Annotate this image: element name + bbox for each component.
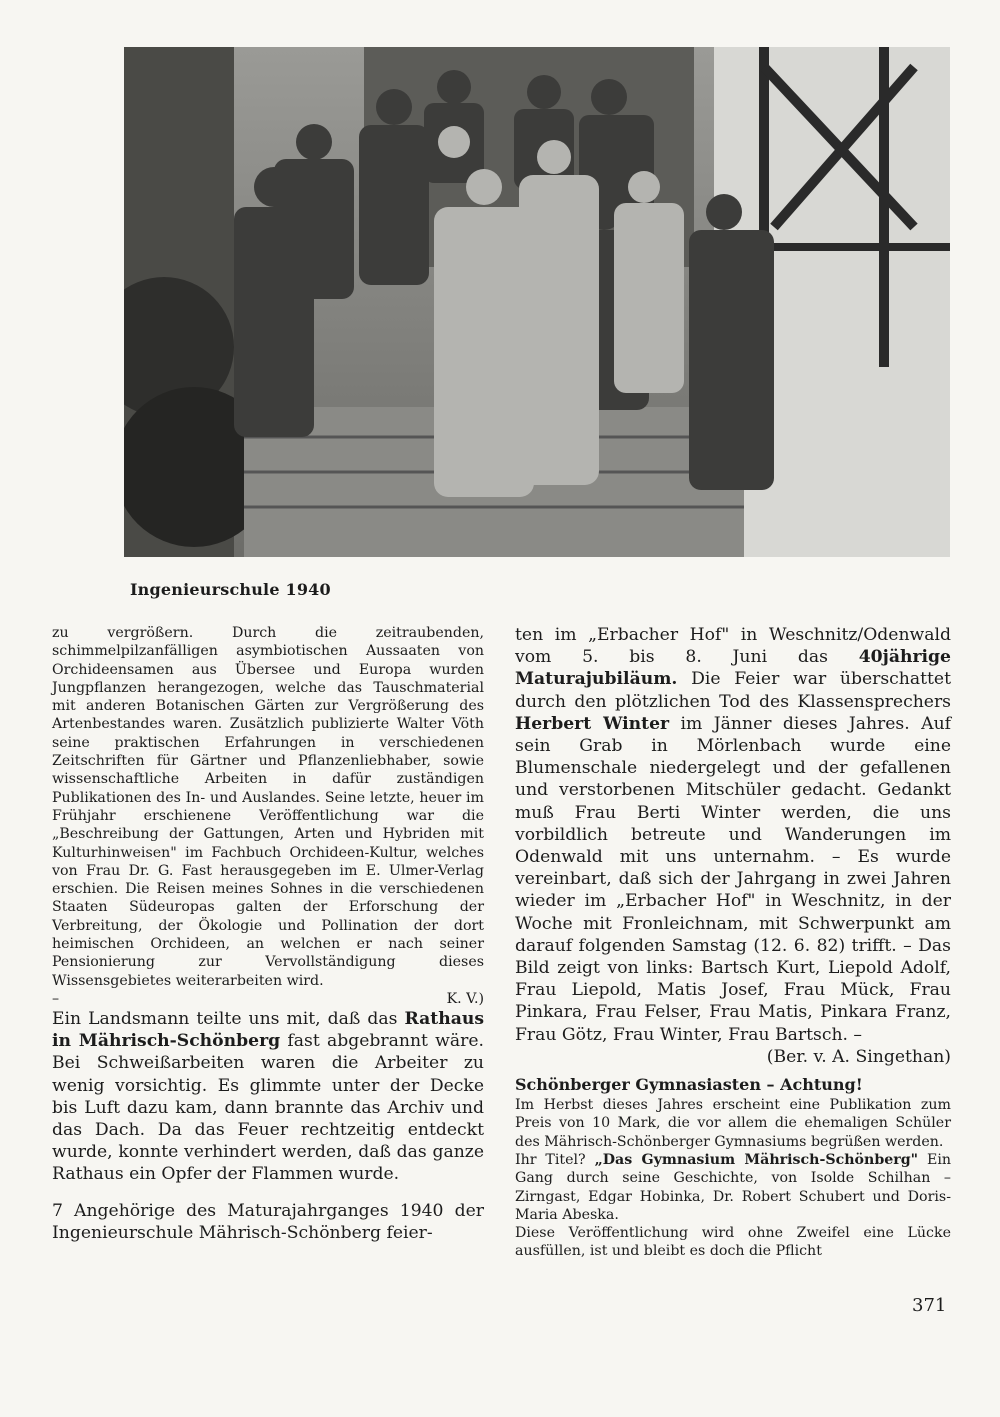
- left-column: [52, 624, 484, 1244]
- matura-text-bold-name: Herbert Winter: [515, 713, 670, 734]
- matura-text-c: Die Feier war überschattet durch den plötzlichen Tod des Klassensprechers: [515, 669, 951, 712]
- matura-text-bold-jubilee: 40jährige Maturajubiläum.: [515, 647, 951, 690]
- rathaus-text-pre: Ein Landsmann teilte uns mit, daß das: [52, 1008, 405, 1029]
- orchid-paragraph: zu vergrößern. Durch die zeitraubenden, schimmelpilzanfälligen asymbiotischen Aussaaten von Orchideensamen aus Übersee und Europa wurden Jungpflanzen herangezogen, welche das Tauschmaterial mit anderen Botanischen Gärten zur Vergrößerung des Artenbestandes waren. Zusätzlich publizierte Walter Vöth seine praktischen Erfahrungen in verschiedenen Zeitschriften für Gärtner und Pflanzenliebhaber, sowie wissenschaftliche Arbeiten in dafür zuständigen Publikationen des In- und Auslandes. Seine letzte, heuer im Frühjahr erschienene Veröffentlichung war die „Beschreibung der Gattungen, Arten und Hybriden mit Kulturhinweisen" im Fachbuch Orchideen-Kultur, welches von Frau Dr. G. Fast herausgegeben im E. Ulmer-Verlag erschien. Die Reisen meines Sohnes in die verschiedenen Staaten Südeuropas galten der Erforschung der Verbreitung, der Ökologie und Pollination der dort heimischen Orchideen, an welchen er nach seiner Pensionierung zur Vervollständigung dieses Wissensgebietes weiterarbeiten wird.: [52, 625, 484, 989]
- matura-paragraph: [515, 624, 951, 1046]
- title-paragraph: [515, 1151, 951, 1224]
- matura-text-e: im Jänner dieses Jahres. Auf sein Grab in Mörlenbach wurde eine Blumenschale niedergelegt und der gefallenen und verstorbenen Mitschüler gedacht. Gedankt muß Frau Berti Winter werden, die uns vorbildlich betreute und Wanderungen im Odenwald mit uns unternahm. – Es wurde vereinbart, daß sich der Jahrgang in zwei Jahren wieder im „Erbacher Hof" in Weschnitz, in der Woche mit Fronleichnam, mit Schwerpunkt am darauf folgenden Samstag (12. 6. 82) trifft. – Das Bild zeigt von links: Bartsch Kurt, Liepold Adolf, Frau Liepold, Matis Josef, Frau Mück, Frau Pinkara, Frau Felser, Frau Matis, Pinkara Franz, Frau Götz, Frau Winter, Frau Bartsch. –: [515, 713, 951, 1045]
- right-column: [515, 624, 951, 1261]
- photo-caption: Ingenieurschule 1940: [130, 580, 331, 599]
- closing-paragraph: Diese Veröffentlichung wird ohne Zweifel eine Lücke ausfüllen, ist und bleibt es doch die Pflicht: [515, 1225, 951, 1260]
- publication-paragraph: Im Herbst dieses Jahres erscheint eine Publikation zum Preis von 10 Mark, die vor allem die ehemaligen Schüler des Mährisch-Schönberger Gymnasiums begrüßen werden.: [515, 1097, 951, 1150]
- group-photo: [124, 47, 950, 557]
- rathaus-text-post: fast abgebrannt wäre. Bei Schweißarbeiten waren die Arbeiter zu wenig vorsichtig. Es glimmte unter der Decke bis Luft dazu kam, dann brannte das Archiv und das Dach. Da das Feuer rechtzeitig entdeckt wurde, konnte verhindert werden, daß das ganze Rathaus ein Opfer der Flammen wurde.: [52, 1031, 484, 1185]
- section-heading: Schönberger Gymnasiasten – Achtung!: [515, 1075, 863, 1095]
- report-signature: (Ber. v. A. Singethan): [766, 1046, 951, 1067]
- rathaus-paragraph: [52, 1008, 484, 1186]
- rathaus-text-bold: Rathaus in Mährisch-Schönberg: [52, 1008, 484, 1052]
- title-text-pre: Ihr Titel?: [515, 1151, 595, 1168]
- author-signature: [52, 990, 484, 1008]
- page-number: 371: [912, 1295, 947, 1316]
- title-text-bold: „Das Gymnasium Mährisch-Schönberg": [594, 1151, 919, 1168]
- signature-dash: –: [52, 990, 60, 1007]
- matura-text-a: ten im „Erbacher Hof" in Weschnitz/Odenwald vom 5. bis 8. Juni das: [515, 625, 951, 668]
- matura-paragraph-start: 7 Angehörige des Maturajahrganges 1940 der Ingenieurschule Mährisch-Schönberg feier-: [52, 1200, 484, 1243]
- title-text-post: Ein Gang durch seine Geschichte, von Isolde Schilhan – Zirngast, Edgar Hobinka, Dr. Robert Schubert und Doris-Maria Abeska.: [515, 1151, 951, 1223]
- signature-initials: K. V.): [446, 990, 484, 1007]
